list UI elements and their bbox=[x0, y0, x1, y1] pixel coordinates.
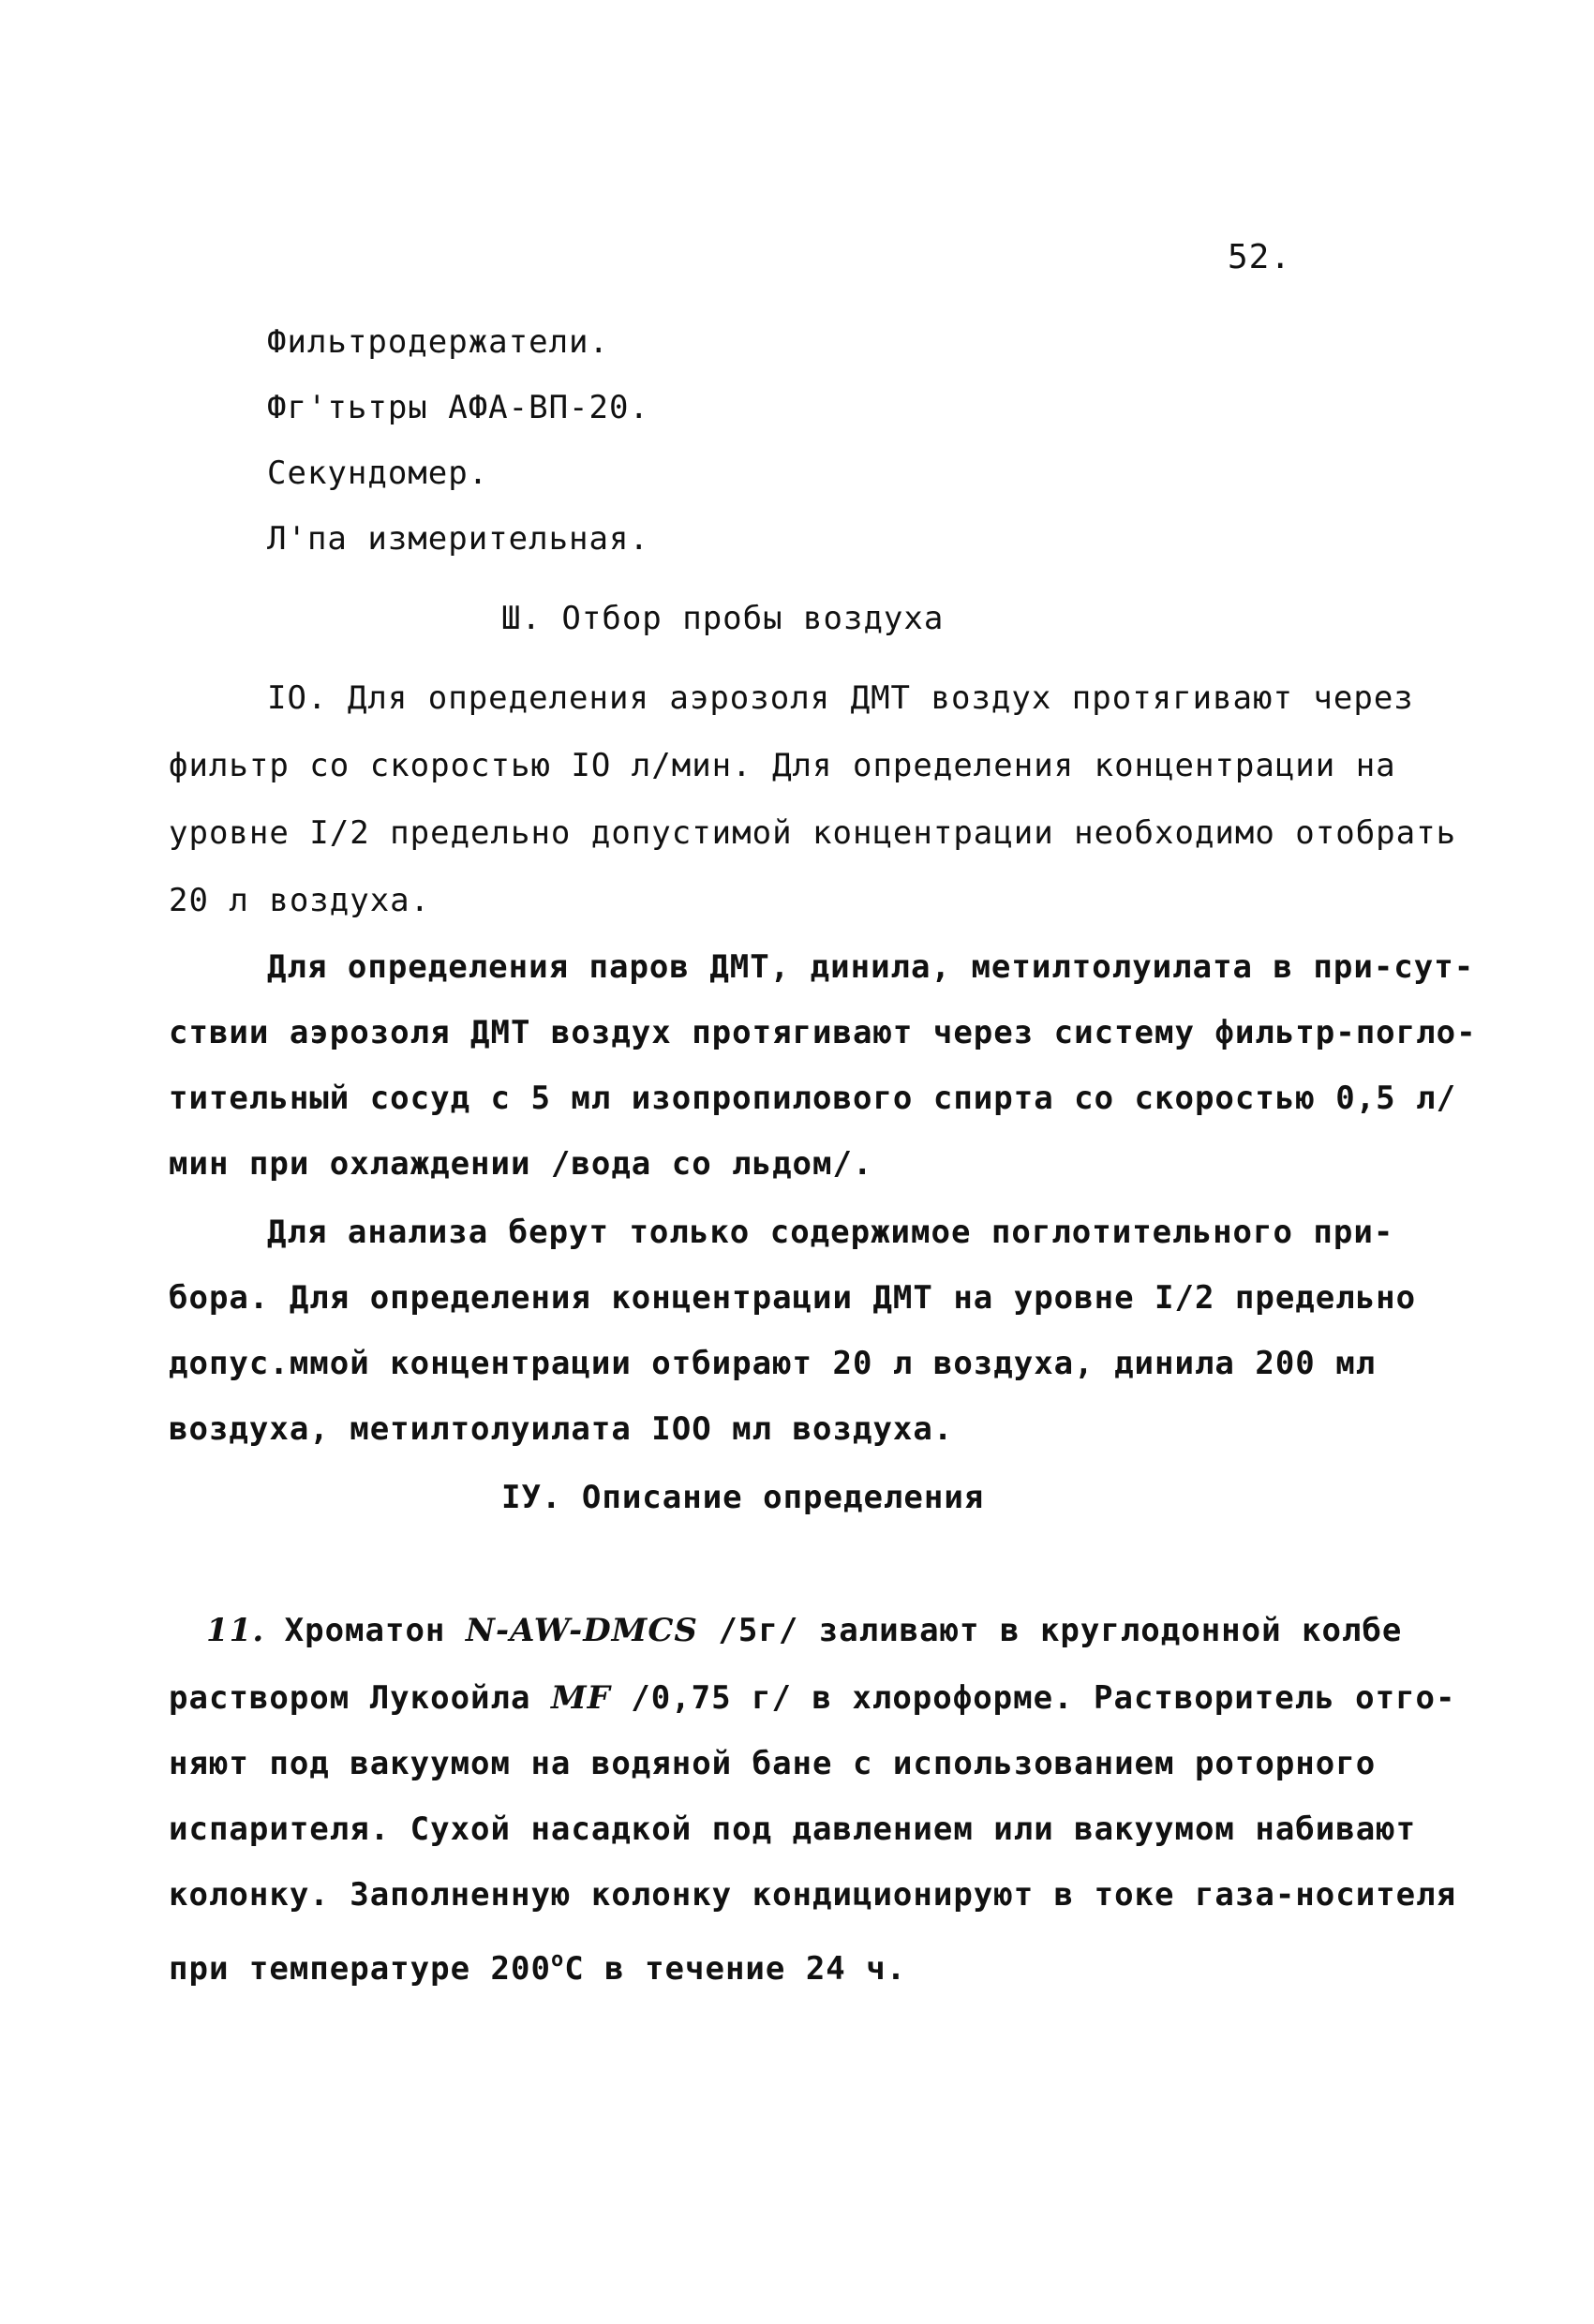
text-span: /5г/ заливают в круглодонной колбе bbox=[718, 1612, 1403, 1649]
paragraph-line: колонку. Заполненную колонку кондиционируют в токе газа-носителя bbox=[169, 1876, 1457, 1914]
text-span: MF bbox=[550, 1679, 611, 1717]
paragraph-line bbox=[169, 1679, 1455, 1717]
equipment-item: Л'па измерительная. bbox=[267, 520, 649, 558]
page-number: 52. bbox=[1228, 238, 1292, 276]
paragraph-line: 20 л воздуха. bbox=[169, 882, 431, 919]
paragraph-line: Для анализа берут только содержимое поглотительного при- bbox=[267, 1214, 1394, 1251]
paragraph-number: 11. bbox=[206, 1612, 265, 1649]
paragraph-line: фильтр со скоростью IO л/мин. Для определения концентрации на bbox=[169, 747, 1396, 784]
text-span: раствором Лукоойла bbox=[169, 1679, 531, 1717]
paragraph-line: Для определения паров ДМТ, динила, метилтолуилата в при-сут- bbox=[267, 948, 1475, 986]
equipment-item: Секундомер. bbox=[267, 454, 489, 492]
equipment-item: Фг'тьтры АФА-ВП-20. bbox=[267, 389, 649, 426]
equipment-item: Фильтродержатели. bbox=[267, 323, 609, 361]
text-span: Хроматон bbox=[284, 1612, 446, 1649]
degree-superscript: о bbox=[550, 1948, 565, 1972]
paragraph-line: мин при охлаждении /вода со льдом/. bbox=[169, 1145, 873, 1183]
paragraph-line: воздуха, метилтолуилата IOO мл воздуха. bbox=[169, 1410, 954, 1448]
paragraph-line: тительный сосуд с 5 мл изопропилового спирта со скоростью 0,5 л/ bbox=[169, 1080, 1457, 1117]
paragraph-line: уровне I/2 предельно допустимой концентрации необходимо отобрать bbox=[169, 814, 1457, 852]
section-heading: Ш. Отбор пробы воздуха bbox=[501, 600, 945, 637]
paragraph-line: бора. Для определения концентрации ДМТ на уровне I/2 предельно bbox=[169, 1279, 1417, 1317]
paragraph-line: испарителя. Сухой насадкой под давлением или вакуумом набивают bbox=[169, 1810, 1417, 1848]
paragraph-line bbox=[169, 1942, 906, 1988]
paragraph-line: ствии аэрозоля ДМТ воздух протягивают через систему фильтр-погло- bbox=[169, 1014, 1477, 1051]
text-span: N-AW-DMCS bbox=[465, 1612, 698, 1649]
paragraph-line bbox=[206, 1612, 1402, 1649]
paragraph-line: няют под вакуумом на водяной бане с использованием роторного bbox=[169, 1745, 1377, 1782]
section-heading: IУ. Описание определения bbox=[501, 1479, 985, 1516]
paragraph-line: IO. Для определения аэрозоля ДМТ воздух протягивают через bbox=[267, 679, 1414, 717]
text-span: С в течение 24 ч. bbox=[564, 1950, 907, 1988]
text-span: при температуре 200 bbox=[169, 1950, 551, 1988]
text-span: /0,75 г/ в хлороформе. Растворитель отго- bbox=[631, 1679, 1456, 1717]
paragraph-line: допус.ммой концентрации отбирают 20 л воздуха, динила 200 мл bbox=[169, 1345, 1377, 1382]
